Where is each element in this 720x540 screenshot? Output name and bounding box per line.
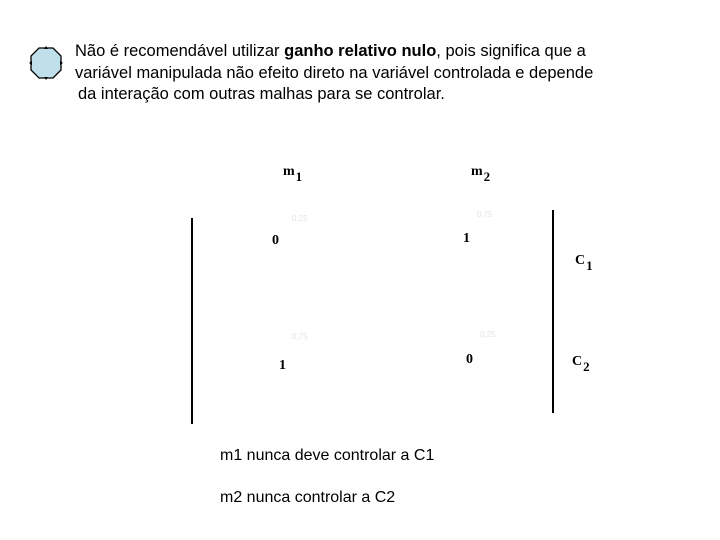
column-header-m1: $m_1$ <box>283 164 303 184</box>
matrix-left-bracket <box>191 218 193 424</box>
column-header-m2: $m_2$ <box>471 164 491 184</box>
note-m2: m2 nunca controlar a C2 <box>220 489 396 506</box>
paragraph-line-2: variável manipulada não efeito direto na variável controlada e depende <box>75 63 594 82</box>
paragraph-text: Não é recomendável utilizar <box>75 42 285 60</box>
matrix-cell-r1c2: 1 <box>463 231 470 246</box>
matrix-right-bracket <box>552 210 554 413</box>
row-header-c1: $C_1$ <box>575 253 593 273</box>
paragraph-line-1 <box>75 41 715 63</box>
matrix-cell-r2c2: 0 <box>466 352 473 367</box>
note-m1: m1 nunca deve controlar a C1 <box>220 447 435 464</box>
faint-value: 0,25 <box>292 214 308 223</box>
paragraph-line-3: da interação com outras malhas para se controlar. <box>78 85 445 103</box>
paragraph-text: , pois significa que a <box>436 42 586 60</box>
row-header-c2: $C_2$ <box>572 354 590 374</box>
matrix-cell-r1c1: 0 <box>272 233 279 248</box>
faint-value: 0,75 <box>477 210 493 219</box>
matrix-cell-r2c1: 1 <box>279 358 286 373</box>
emphasis-text: ganho relativo nulo <box>284 42 437 60</box>
explanation-paragraph <box>75 41 715 106</box>
faint-value: 0,75 <box>292 332 308 341</box>
octagon-bullet-icon <box>29 46 63 80</box>
faint-value: 0,25 <box>480 330 496 339</box>
